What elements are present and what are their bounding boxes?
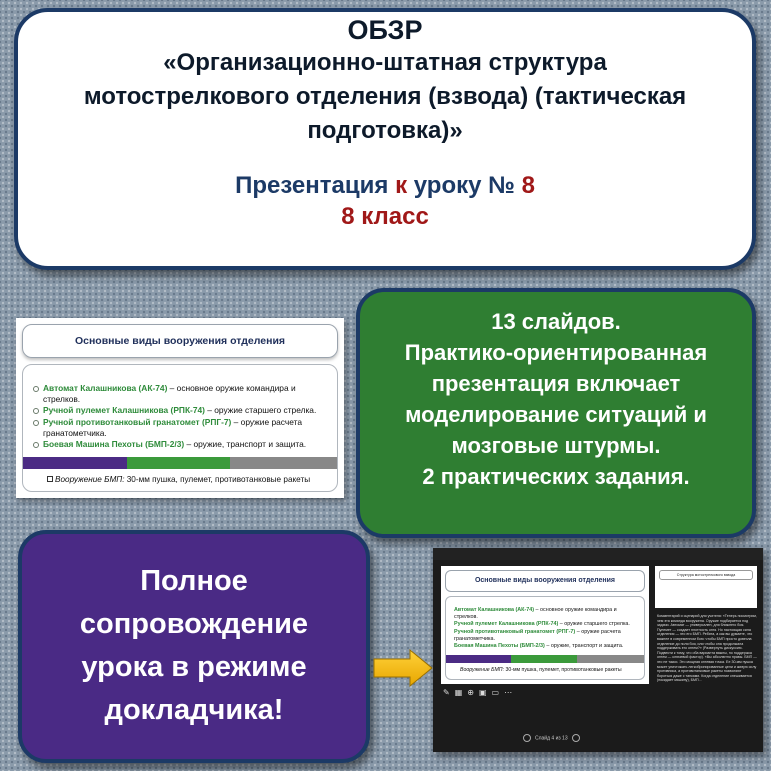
pen-icon[interactable]: ✎ [443, 688, 455, 697]
next-slide-button[interactable] [572, 734, 580, 742]
presenter-slide-title: Основные виды вооружения отделения [445, 570, 645, 592]
slide-counter: Слайд 4 из 13 [535, 735, 568, 742]
presenter-slide-body [445, 596, 645, 680]
info-card [356, 288, 756, 538]
presentation-line [18, 170, 752, 202]
promo-line: урока в режиме [81, 651, 307, 683]
lesson-number: 8 [521, 172, 535, 199]
promo-line: докладчика! [104, 694, 284, 726]
presentation-k: к [395, 172, 408, 199]
list-item: Боевая Машина Пехоты (БМП-2/3) – оружие, транспорт и защита. [33, 439, 329, 450]
presentation-word: Презентация [235, 172, 389, 199]
presenter-notes: Комментарий и сценарий для учителя: «Теперь посмотрим, чем эта команда вооружена. Оружие подбирается под задачи. Автомат — универсален, для ближнего боя. Пулемет — создает плотность огня. Но настоящая сила отделения — это его БМП. Ребята, а как вы думаете, что важнее в современном бою: чтобы БМП просто довезла отделение до поля боя, или чтобы она продолжала поддерживать его огнем?» (Развернуть дискуссию. Подвести к тому, что оба варианта важны, но поддержка огнем — ключевой фактор). «Вы абсолютно правы. БМП — это не такси. Это мощная огневая точка. Ее 30-мм пушка может уничтожать легкобронированные цели и живую силу противника, а противотанковые ракеты позволяют бороться даже с танками. Когда отделение спешивается (покидает машину), БМП... [657, 614, 757, 683]
more-icon[interactable]: ⋯ [504, 688, 518, 697]
presenter-nav [519, 734, 584, 742]
color-bar-purple [23, 457, 127, 469]
presenter-color-bar [446, 655, 644, 663]
presenter-slide-note: Вооружение БМП: 30-мм пушка, пулемет, противотанковые ракеты [460, 667, 622, 673]
color-bar-gray [230, 457, 337, 469]
info-line: презентация включает [431, 371, 681, 396]
checkbox-icon [47, 476, 53, 482]
presentation-lesson-word: уроку № [413, 172, 515, 199]
lesson-title: «Организационно-штатная структура мотострелкового отделения (взвода) (тактическая подготовка)» [83, 49, 687, 144]
presenter-toolbar [433, 548, 763, 560]
info-line: Практико-ориентированная [404, 340, 708, 365]
promo-line: Полное [140, 565, 248, 597]
grade-label: 8 класс [341, 203, 429, 230]
list-item: Автомат Калашникова (АК-74) – основное оружие командира и стрелков. [454, 607, 617, 621]
list-item: Ручной противотанковый гранатомет (РПГ-7) – оружие расчета гранатометчика. [33, 417, 329, 439]
color-bar [23, 457, 337, 469]
presenter-tools[interactable] [443, 688, 517, 697]
slide-preview [16, 318, 344, 498]
zoom-icon[interactable]: ⊕ [467, 688, 479, 697]
title-card [14, 8, 756, 270]
slide-body [22, 364, 338, 492]
info-line: 2 практических задания. [422, 464, 690, 489]
info-line: 13 слайдов. [491, 309, 621, 334]
presenter-current-slide [441, 566, 649, 684]
grid-icon[interactable]: ▦ [454, 688, 468, 697]
list-item: Ручной противотанковый гранатомет (РПГ-7) – оружие расчета гранатометчика. [454, 628, 621, 642]
arrow-right-icon [372, 648, 434, 688]
presenter-next-slide [655, 566, 757, 608]
list-item: Ручной пулемет Калашникова (РПК-74) – оружие старшего стрелка. [33, 405, 329, 416]
subject-label: ОБЗР [347, 15, 423, 45]
next-slide-title: Структура мотострелкового взвода [659, 570, 753, 580]
info-line: мозговые штурмы. [451, 433, 661, 458]
prev-slide-button[interactable] [523, 734, 531, 742]
list-item: Ручной пулемет Калашникова (РПК-74) – оружие старшего стрелка. [454, 621, 630, 628]
slide-note: Вооружение БМП: 30-мм пушка, пулемет, противотанковые ракеты [47, 475, 310, 484]
info-line: моделирование ситуаций и [405, 402, 707, 427]
list-item: Автомат Калашникова (АК-74) – основное оружие командира и стрелков. [33, 383, 329, 405]
promo-line: сопровождение [79, 608, 309, 640]
subtitle-icon[interactable]: ▭ [491, 688, 505, 697]
weapon-list [23, 365, 337, 450]
list-item: Боевая Машина Пехоты (БМП-2/3) – оружие, транспорт и защита. [454, 643, 624, 650]
slide-title: Основные виды вооружения отделения [22, 324, 338, 358]
screen-icon[interactable]: ▣ [478, 688, 492, 697]
presenter-weapon-list [446, 597, 644, 650]
color-bar-green [127, 457, 231, 469]
promo-card [18, 530, 370, 763]
presenter-view [433, 548, 763, 752]
